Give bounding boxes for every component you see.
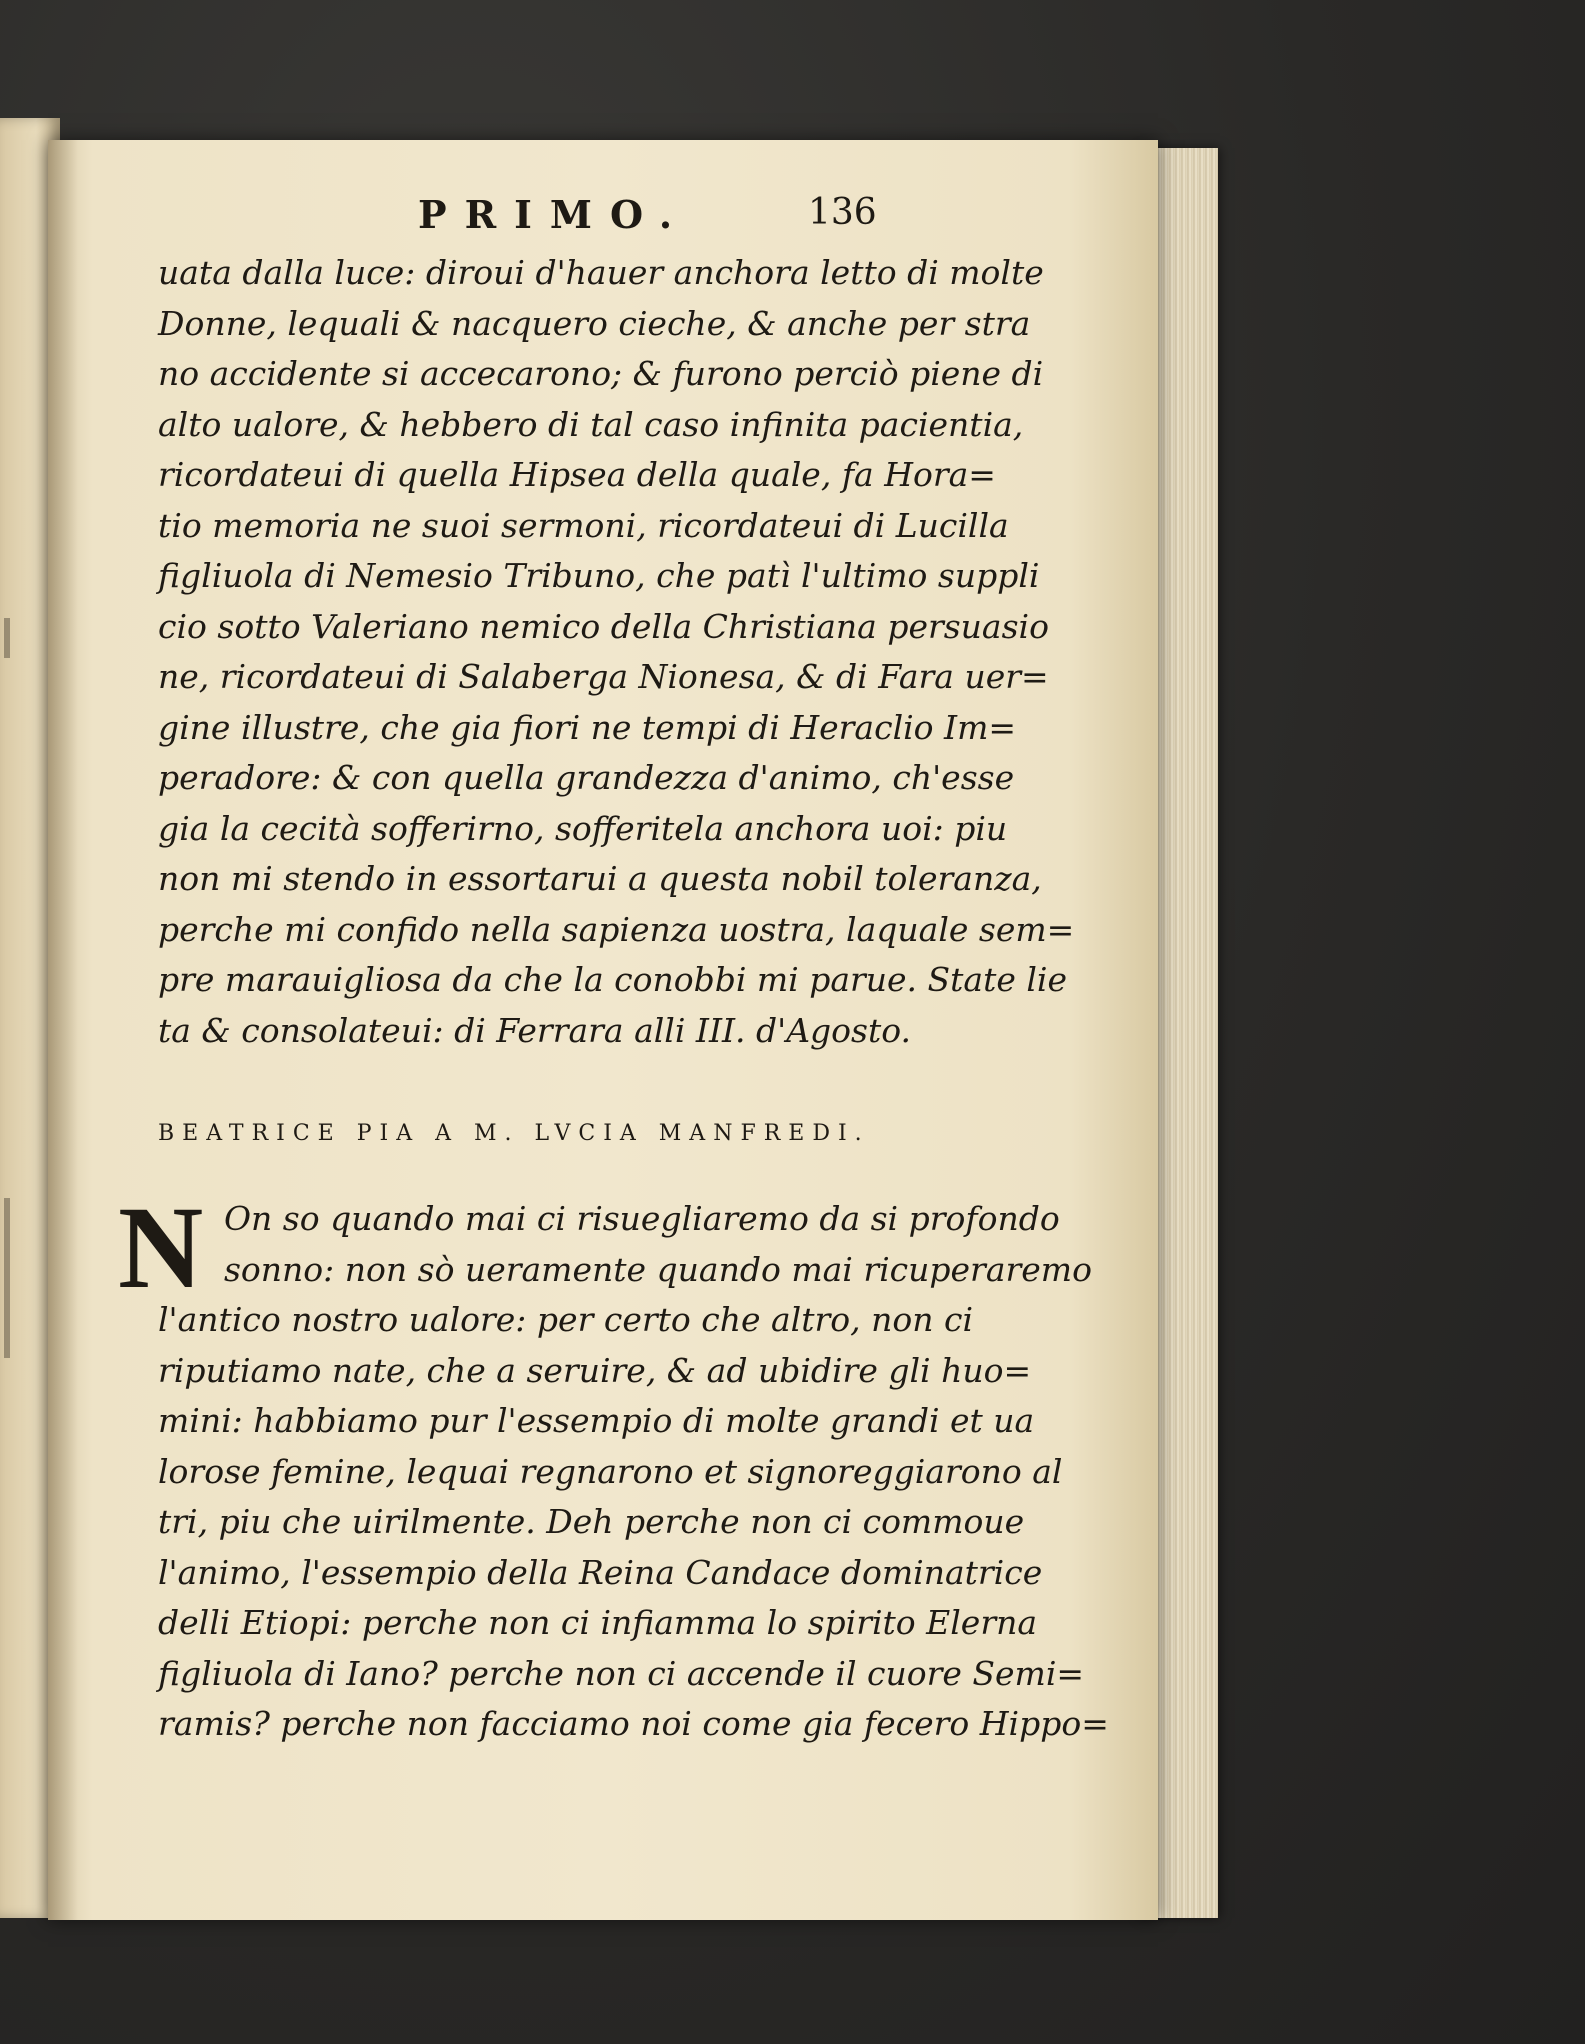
running-header (158, 192, 958, 248)
text-line: lorose femine, lequai regnarono et signoreggiarono al (158, 1451, 1063, 1491)
running-title: PRIMO. (418, 192, 691, 237)
text-line: uata dalla luce: diroui d'hauer anchora letto di molte (158, 253, 1044, 292)
text-line: ta & consolateui: di Ferrara alli III. d'Agosto. (158, 1010, 911, 1050)
text-line: pre marauigliosa da che la conobbi mi parue. State lie (158, 960, 1067, 999)
ink-mark (4, 1198, 10, 1358)
text-line: non mi stendo in essortarui a questa nobil toleranza, (158, 859, 1042, 898)
text-line: ne, ricordateui di Salaberga Nionesa, & di Fara uer= (158, 657, 1049, 696)
page-number: 136 (808, 192, 877, 233)
text-line: tio memoria ne suoi sermoni, ricordateui di Lucilla (158, 505, 1009, 545)
text-line: delli Etiopi: perche non ci infiamma lo spirito Elerna (158, 1603, 1038, 1642)
text-line: sonno: non sò ueramente quando mai ricuperaremo (224, 1249, 1092, 1289)
text-line: figliuola di Iano? perche non ci accende il cuore Semi= (158, 1653, 1085, 1693)
text-line: gia la cecità sofferirno, sofferitela anchora uoi: piu (158, 808, 1008, 848)
text-line: alto ualore, & hebbero di tal caso infinita pacientia, (158, 404, 1024, 444)
text-line: l'animo, l'essempio della Reina Candace dominatrice (158, 1552, 1043, 1592)
text-line: tri, piu che uirilmente. Deh perche non ci commoue (158, 1502, 1025, 1541)
text-line: ramis? perche non facciamo noi come gia fecero Hippo= (158, 1704, 1109, 1743)
letter-end-paragraph (158, 248, 1075, 1056)
text-line: Donne, lequali & nacquero cieche, & anche per stra (158, 303, 1031, 343)
ink-mark (4, 618, 10, 658)
text-line: riputiamo nate, che a seruire, & ad ubidire gli huo= (158, 1350, 1032, 1390)
drop-cap: N (118, 1182, 204, 1313)
text-line: l'antico nostro ualore: per certo che altro, non ci (158, 1300, 974, 1339)
text-block (118, 192, 1109, 1750)
text-line: On so quando mai ci risuegliaremo da si profondo (224, 1199, 1060, 1238)
text-line: ricordateui di quella Hipsea della quale, fa Hora= (158, 455, 996, 494)
text-line: perche mi confido nella sapienza uostra, laquale sem= (158, 909, 1075, 949)
text-line: gine illustre, che gia fiori ne tempi di Heraclio Im= (158, 707, 1017, 747)
text-line: cio sotto Valeriano nemico della Christiana persuasio (158, 606, 1049, 646)
text-line: mini: habbiamo pur l'essempio di molte grandi et ua (158, 1401, 1035, 1440)
text-line: no accidente si accecarono; & furono perciò piene di (158, 354, 1044, 393)
text-line: peradore: & con quella grandezza d'animo, ch'esse (158, 758, 1015, 797)
letter-heading: BEATRICE PIA A M. LVCIA MANFREDI. (158, 1121, 870, 1146)
text-line: figliuola di Nemesio Tribuno, che patì l'ultimo suppli (158, 556, 1040, 595)
letter-start-paragraph (118, 1182, 1109, 1750)
spine-shadow (48, 140, 78, 1920)
